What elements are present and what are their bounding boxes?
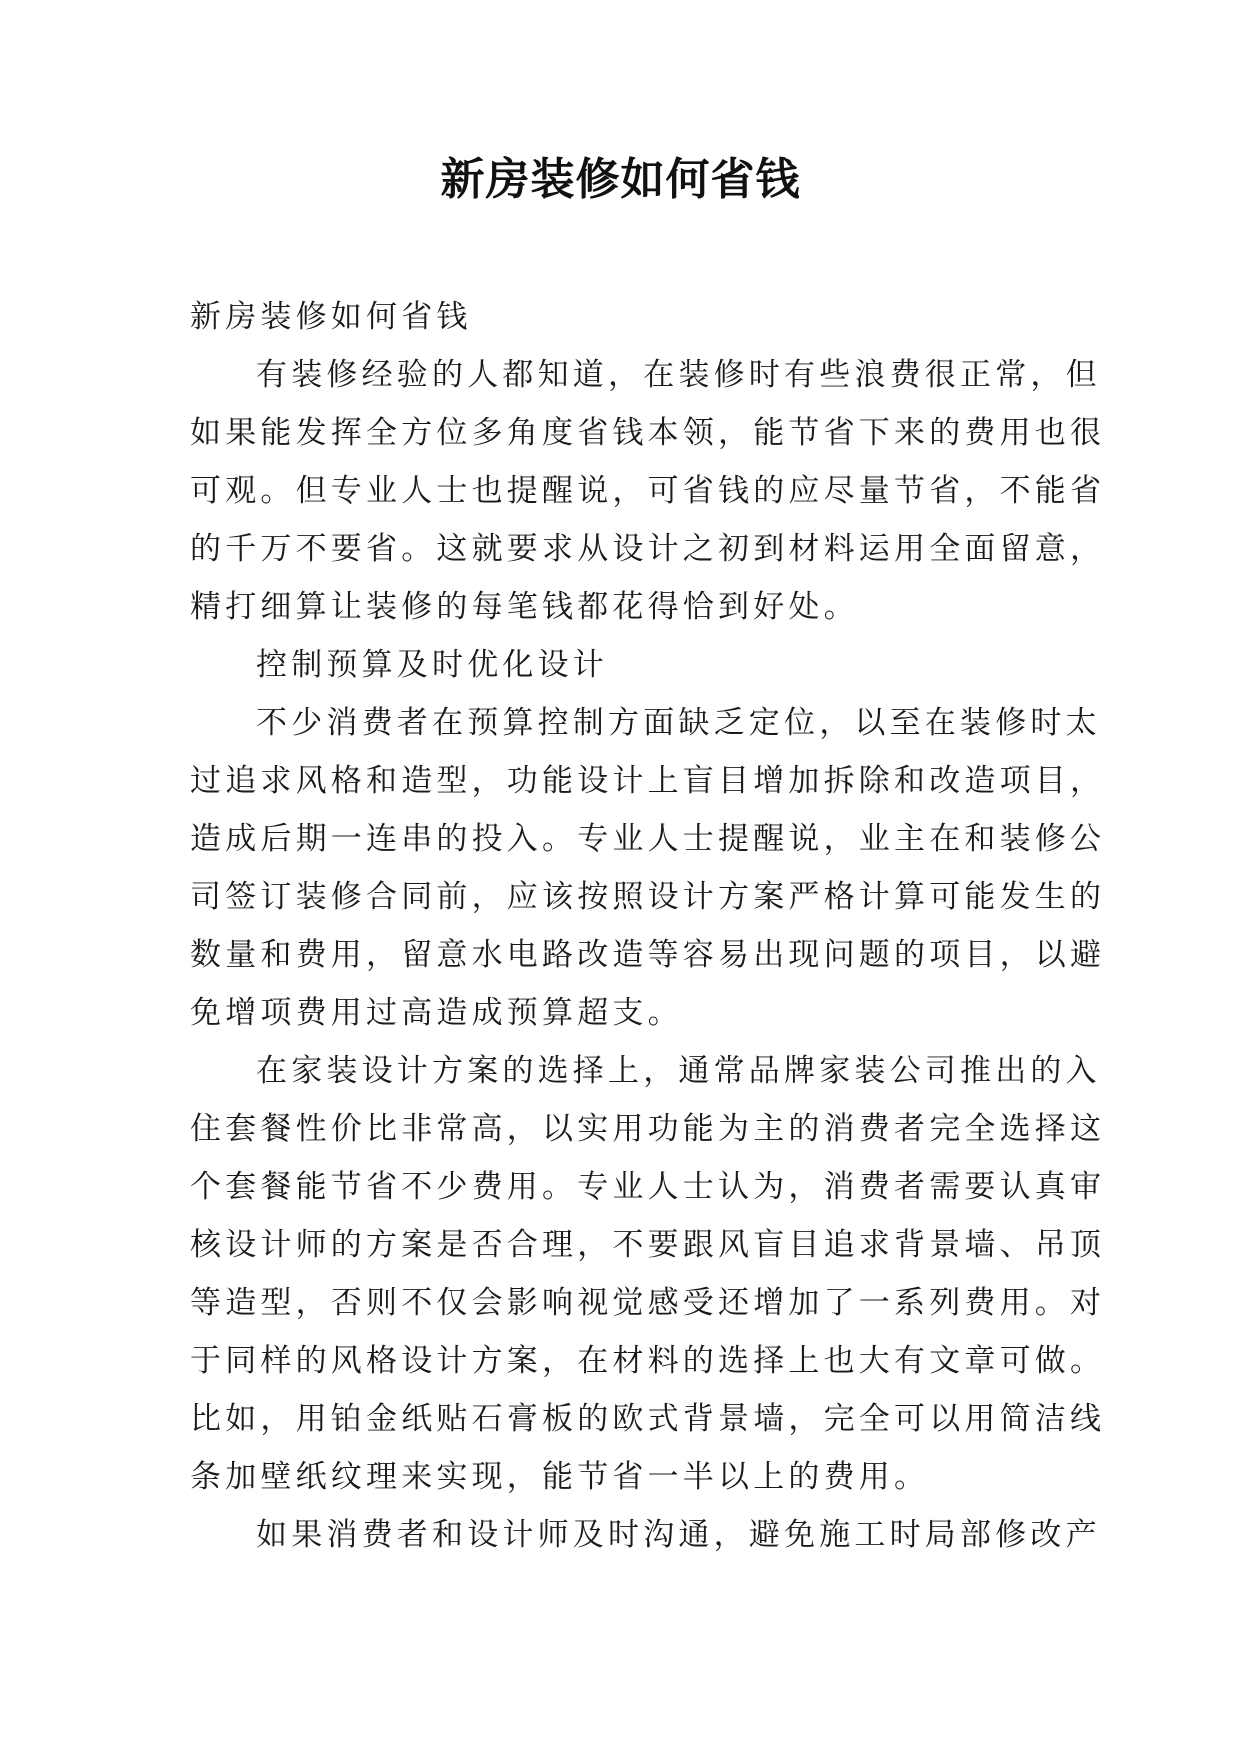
paragraph-2-line-2: 过追求风格和造型，功能设计上盲目增加拆除和改造项目， — [190, 763, 1106, 799]
document-body — [190, 288, 1106, 1564]
paragraph-3-line-2: 住套餐性价比非常高，以实用功能为主的消费者完全选择这 — [190, 1111, 1106, 1147]
paragraph-3-line-1: 在家装设计方案的选择上，通常品牌家装公司推出的入 — [256, 1053, 1101, 1089]
paragraph-1-line-1: 有装修经验的人都知道，在装修时有些浪费很正常，但 — [256, 357, 1101, 393]
paragraph-2-line-3: 造成后期一连串的投入。专业人士提醒说，业主在和装修公 — [190, 821, 1106, 857]
paragraph-2-line-6: 免增项费用过高造成预算超支。 — [190, 995, 683, 1031]
subtitle-line: 新房装修如何省钱 — [190, 299, 472, 335]
paragraph-2-line-1: 不少消费者在预算控制方面缺乏定位，以至在装修时太 — [256, 705, 1101, 741]
paragraph-3-line-5: 等造型，否则不仅会影响视觉感受还增加了一系列费用。对 — [190, 1285, 1106, 1321]
paragraph-3-line-6: 于同样的风格设计方案，在材料的选择上也大有文章可做。 — [190, 1343, 1106, 1379]
paragraph-2-line-5: 数量和费用，留意水电路改造等容易出现问题的项目，以避 — [190, 937, 1106, 973]
section-heading: 控制预算及时优化设计 — [256, 647, 608, 683]
paragraph-3-line-3: 个套餐能节省不少费用。专业人士认为，消费者需要认真审 — [190, 1169, 1106, 1205]
paragraph-1-line-3: 可观。但专业人士也提醒说，可省钱的应尽量节省，不能省 — [190, 473, 1106, 509]
paragraph-3-line-8: 条加壁纸纹理来实现，能节省一半以上的费用。 — [190, 1459, 930, 1495]
paragraph-3-line-4: 核设计师的方案是否合理，不要跟风盲目追求背景墙、吊顶 — [190, 1227, 1106, 1263]
paragraph-2-line-4: 司签订装修合同前，应该按照设计方案严格计算可能发生的 — [190, 879, 1106, 915]
document-title: 新房装修如何省钱 — [440, 154, 801, 205]
paragraph-1-line-4: 的千万不要省。这就要求从设计之初到材料运用全面留意， — [190, 531, 1106, 567]
paragraph-1-line-5: 精打细算让装修的每笔钱都花得恰到好处。 — [190, 589, 859, 625]
paragraph-4-line-1: 如果消费者和设计师及时沟通，避免施工时局部修改产 — [256, 1517, 1101, 1553]
paragraph-1-line-2: 如果能发挥全方位多角度省钱本领，能节省下来的费用也很 — [190, 415, 1106, 451]
paragraph-3-line-7: 比如，用铂金纸贴石膏板的欧式背景墙，完全可以用简洁线 — [190, 1401, 1106, 1437]
